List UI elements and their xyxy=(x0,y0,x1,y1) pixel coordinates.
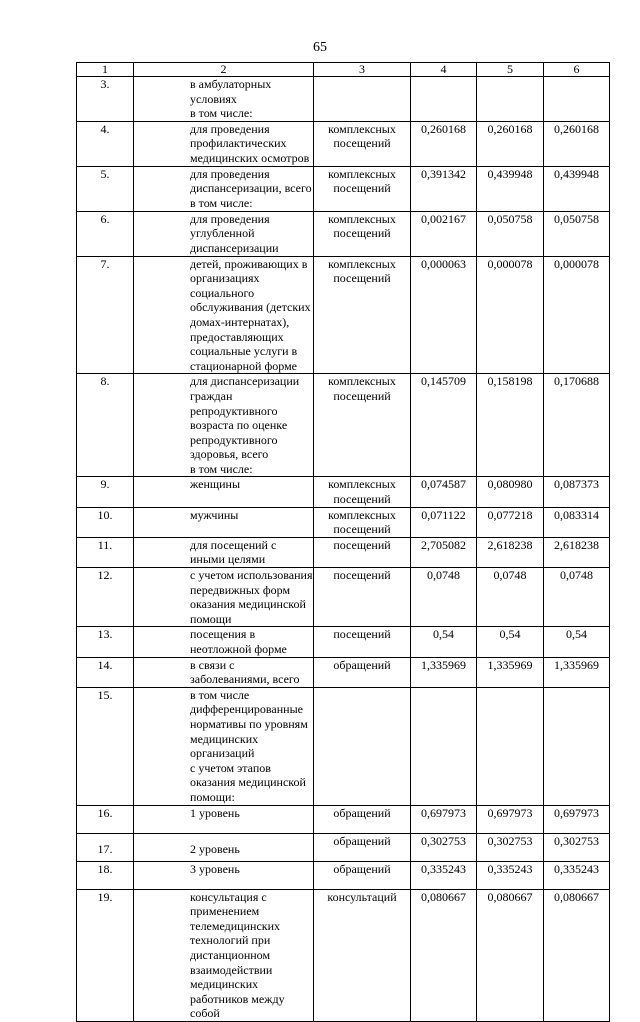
row-unit: комплексных посещений xyxy=(314,374,411,477)
row-number: 9. xyxy=(77,477,134,507)
row-number: 18. xyxy=(77,861,134,889)
row-value-col5 xyxy=(477,77,544,122)
row-indicator: посещения в неотложной форме xyxy=(134,627,314,657)
row-unit: комплексных посещений xyxy=(314,477,411,507)
row-indicator: для проведения профилактических медицинских осмотров xyxy=(134,121,314,166)
table-row xyxy=(77,166,610,211)
row-value-col6: 0,0748 xyxy=(544,568,610,627)
row-number: 7. xyxy=(77,256,134,374)
header-cell: 2 xyxy=(134,63,314,77)
table-row xyxy=(77,537,610,567)
table-row xyxy=(77,657,610,687)
header-cell: 6 xyxy=(544,63,610,77)
row-value-col6: 0,050758 xyxy=(544,211,610,256)
row-value-col5: 2,618238 xyxy=(477,537,544,567)
table-row xyxy=(77,374,610,477)
table-row xyxy=(77,477,610,507)
table-row xyxy=(77,627,610,657)
table-row xyxy=(77,861,610,889)
header-row xyxy=(77,63,610,77)
row-number: 12. xyxy=(77,568,134,627)
header-cell: 1 xyxy=(77,63,134,77)
row-indicator: консультация с применением телемедицинских технологий при дистанционном взаимодействии медицинских работников между собой xyxy=(134,889,314,1021)
table-row xyxy=(77,77,610,122)
row-number: 6. xyxy=(77,211,134,256)
row-indicator: в связи с заболеваниями, всего xyxy=(134,657,314,687)
row-number: 11. xyxy=(77,537,134,567)
row-unit: обращений xyxy=(314,861,411,889)
row-value-col6 xyxy=(544,77,610,122)
row-indicator: для проведения углубленной диспансеризации xyxy=(134,211,314,256)
row-indicator: 3 уровень xyxy=(134,861,314,889)
row-value-col4: 0,302753 xyxy=(411,833,477,861)
row-value-col6: 0,260168 xyxy=(544,121,610,166)
row-unit: обращений xyxy=(314,657,411,687)
row-value-col4: 1,335969 xyxy=(411,657,477,687)
header-cell: 3 xyxy=(314,63,411,77)
row-value-col4: 0,0748 xyxy=(411,568,477,627)
row-indicator: для проведения диспансеризации, всего в том числе: xyxy=(134,166,314,211)
row-unit: посещений xyxy=(314,568,411,627)
row-unit: посещений xyxy=(314,627,411,657)
row-value-col6: 2,618238 xyxy=(544,537,610,567)
row-indicator: с учетом использования передвижных форм оказания медицинской помощи xyxy=(134,568,314,627)
row-number: 16. xyxy=(77,805,134,833)
row-indicator: женщины xyxy=(134,477,314,507)
row-unit: комплексных посещений xyxy=(314,166,411,211)
row-value-col6: 0,335243 xyxy=(544,861,610,889)
row-unit: обращений xyxy=(314,833,411,861)
row-value-col5: 0,050758 xyxy=(477,211,544,256)
row-indicator: в том числе дифференцированные нормативы по уровням медицинских организаций с учетом этапов оказания медицинской помощи: xyxy=(134,687,314,805)
table-row xyxy=(77,256,610,374)
row-number: 15. xyxy=(77,687,134,805)
row-value-col5: 0,54 xyxy=(477,627,544,657)
row-value-col5: 0,335243 xyxy=(477,861,544,889)
row-indicator: в амбулаторных условиях в том числе: xyxy=(134,77,314,122)
row-indicator: 1 уровень xyxy=(134,805,314,833)
row-unit: комплексных посещений xyxy=(314,121,411,166)
page-number: 65 xyxy=(313,40,327,55)
row-number: 14. xyxy=(77,657,134,687)
row-value-col6: 0,170688 xyxy=(544,374,610,477)
row-value-col5: 0,000078 xyxy=(477,256,544,374)
row-value-col6: 0,302753 xyxy=(544,833,610,861)
row-value-col5: 0,158198 xyxy=(477,374,544,477)
row-unit: обращений xyxy=(314,805,411,833)
row-unit: посещений xyxy=(314,537,411,567)
row-value-col4: 2,705082 xyxy=(411,537,477,567)
row-value-col6: 0,080667 xyxy=(544,889,610,1021)
row-value-col5: 0,0748 xyxy=(477,568,544,627)
row-value-col6: 0,439948 xyxy=(544,166,610,211)
row-value-col4 xyxy=(411,77,477,122)
table-row xyxy=(77,568,610,627)
row-value-col6: 0,000078 xyxy=(544,256,610,374)
row-number: 10. xyxy=(77,507,134,537)
row-value-col4: 0,002167 xyxy=(411,211,477,256)
row-number: 17. xyxy=(77,833,134,861)
header-cell: 4 xyxy=(411,63,477,77)
row-number: 8. xyxy=(77,374,134,477)
row-unit: комплексных посещений xyxy=(314,211,411,256)
row-value-col6 xyxy=(544,687,610,805)
row-value-col4: 0,697973 xyxy=(411,805,477,833)
table-row xyxy=(77,805,610,833)
row-unit: консультаций xyxy=(314,889,411,1021)
row-indicator: 2 уровень xyxy=(134,833,314,861)
row-indicator: для посещений с иными целями xyxy=(134,537,314,567)
table-row xyxy=(77,211,610,256)
row-value-col5: 0,080667 xyxy=(477,889,544,1021)
table-row xyxy=(77,121,610,166)
row-value-col6: 0,083314 xyxy=(544,507,610,537)
row-value-col5 xyxy=(477,687,544,805)
row-number: 5. xyxy=(77,166,134,211)
row-number: 13. xyxy=(77,627,134,657)
header-cell: 5 xyxy=(477,63,544,77)
row-value-col5: 0,260168 xyxy=(477,121,544,166)
table-row xyxy=(77,833,610,861)
row-value-col4: 0,074587 xyxy=(411,477,477,507)
row-value-col5: 0,697973 xyxy=(477,805,544,833)
row-indicator: мужчины xyxy=(134,507,314,537)
row-value-col6: 1,335969 xyxy=(544,657,610,687)
row-value-col5: 0,439948 xyxy=(477,166,544,211)
table-row xyxy=(77,889,610,1021)
table-row xyxy=(77,507,610,537)
table-row xyxy=(77,687,610,805)
row-value-col5: 0,077218 xyxy=(477,507,544,537)
row-value-col4: 0,335243 xyxy=(411,861,477,889)
row-value-col4 xyxy=(411,687,477,805)
row-number: 19. xyxy=(77,889,134,1021)
row-value-col4: 0,071122 xyxy=(411,507,477,537)
row-value-col4: 0,080667 xyxy=(411,889,477,1021)
row-value-col4: 0,260168 xyxy=(411,121,477,166)
row-value-col4: 0,54 xyxy=(411,627,477,657)
row-indicator: детей, проживающих в организациях социального обслуживания (детских домах-интернатах), предоставляющих социальные услуги в стационарной форме xyxy=(134,256,314,374)
row-unit: комплексных посещений xyxy=(314,507,411,537)
row-number: 4. xyxy=(77,121,134,166)
row-number: 3. xyxy=(77,77,134,122)
row-value-col5: 1,335969 xyxy=(477,657,544,687)
row-value-col4: 0,145709 xyxy=(411,374,477,477)
row-value-col4: 0,391342 xyxy=(411,166,477,211)
row-value-col5: 0,302753 xyxy=(477,833,544,861)
row-unit: комплексных посещений xyxy=(314,256,411,374)
row-indicator: для диспансеризации граждан репродуктивного возраста по оценке репродуктивного здоровья, всего в том числе: xyxy=(134,374,314,477)
row-value-col6: 0,087373 xyxy=(544,477,610,507)
row-value-col4: 0,000063 xyxy=(411,256,477,374)
row-value-col5: 0,080980 xyxy=(477,477,544,507)
standards-table xyxy=(76,62,610,1022)
row-value-col6: 0,697973 xyxy=(544,805,610,833)
row-value-col6: 0,54 xyxy=(544,627,610,657)
row-unit xyxy=(314,687,411,805)
row-unit xyxy=(314,77,411,122)
